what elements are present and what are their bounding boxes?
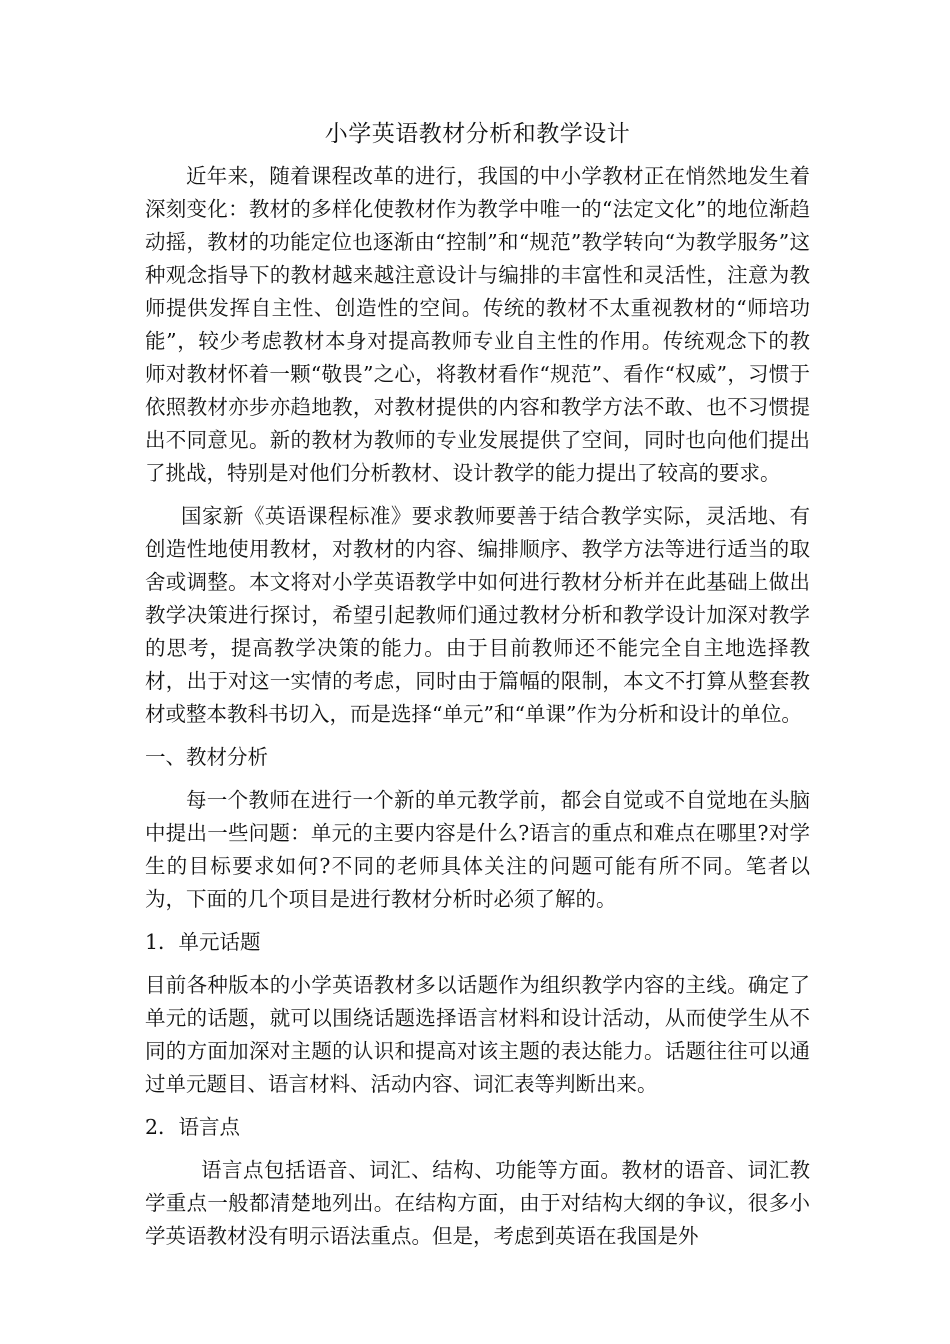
section-heading-textbook-analysis: 一、教材分析	[145, 745, 268, 769]
document-title: 小学英语教材分析和教学设计	[324, 121, 631, 147]
paragraph-unit-topic: 目前各种版本的小学英语教材多以话题作为组织教学内容的主线。确定了单元的话题，就可以围绕话题选择语言材料和设计活动，从而使学生从不同的方面加深对主题的认识和提高对该主题的表达能力。话题往往可以通过单元题目、语言材料、活动内容、词汇表等判断出来。	[145, 973, 810, 1096]
document-body	[145, 118, 810, 1253]
subheading-language-points: 2．语言点	[145, 1115, 241, 1139]
subheading-unit-topic: 1．单元话题	[145, 930, 261, 954]
intro-paragraph-2: 国家新《英语课程标准》要求教师要善于结合教学实际，灵活地、有创造性地使用教材，对教材的内容、编排顺序、教学方法等进行适当的取舍或调整。本文将对小学英语教学中如何进行教材分析并在此基础上做出教学决策进行探讨，希望引起教师们通过教材分析和教学设计加深对教学的思考，提高教学决策的能力。由于目前教师还不能完全自主地选择教材，出于对这一实情的考虑，同时由于篇幅的限制，本文不打算从整套教材或整本教科书切入，而是选择“单元”和“单课”作为分析和设计的单位。	[145, 504, 810, 726]
intro-paragraph-1: 近年来，随着课程改革的进行，我国的中小学教材正在悄然地发生着深刻变化：教材的多样化使教材作为教学中唯一的“法定文化”的地位渐趋动摇，教材的功能定位也逐渐由“控制”和“规范”教学转向“为教学服务”这种观念指导下的教材越来越注意设计与编排的丰富性和灵活性，注意为教师提供发挥自主性、创造性的空间。传统的教材不太重视教材的“师培功能”，较少考虑教材本身对提高教师专业自主性的作用。传统观念下的教师对教材怀着一颗“敬畏”之心，将教材看作“规范”、看作“权威”，习惯于依照教材亦步亦趋地教，对教材提供的内容和教学方法不敢、也不习惯提出不同意见。新的教材为教师的专业发展提供了空间，同时也向他们提出了挑战，特别是对他们分析教材、设计教学的能力提出了较高的要求。	[145, 164, 810, 485]
paragraph-language-points: 语言点包括语音、词汇、结构、功能等方面。教材的语音、词汇教学重点一般都清楚地列出。在结构方面，由于对结构大纲的争议，很多小学英语教材没有明示语法重点。但是，考虑到英语在我国是外	[145, 1158, 810, 1248]
section-paragraph-textbook-analysis: 每一个教师在进行一个新的单元教学前，都会自觉或不自觉地在头脑中提出一些问题：单元的主要内容是什么?语言的重点和难点在哪里?对学生的目标要求如何?不同的老师具体关注的问题可能有所不同。笔者以为，下面的几个项目是进行教材分析时必须了解的。	[145, 788, 810, 911]
